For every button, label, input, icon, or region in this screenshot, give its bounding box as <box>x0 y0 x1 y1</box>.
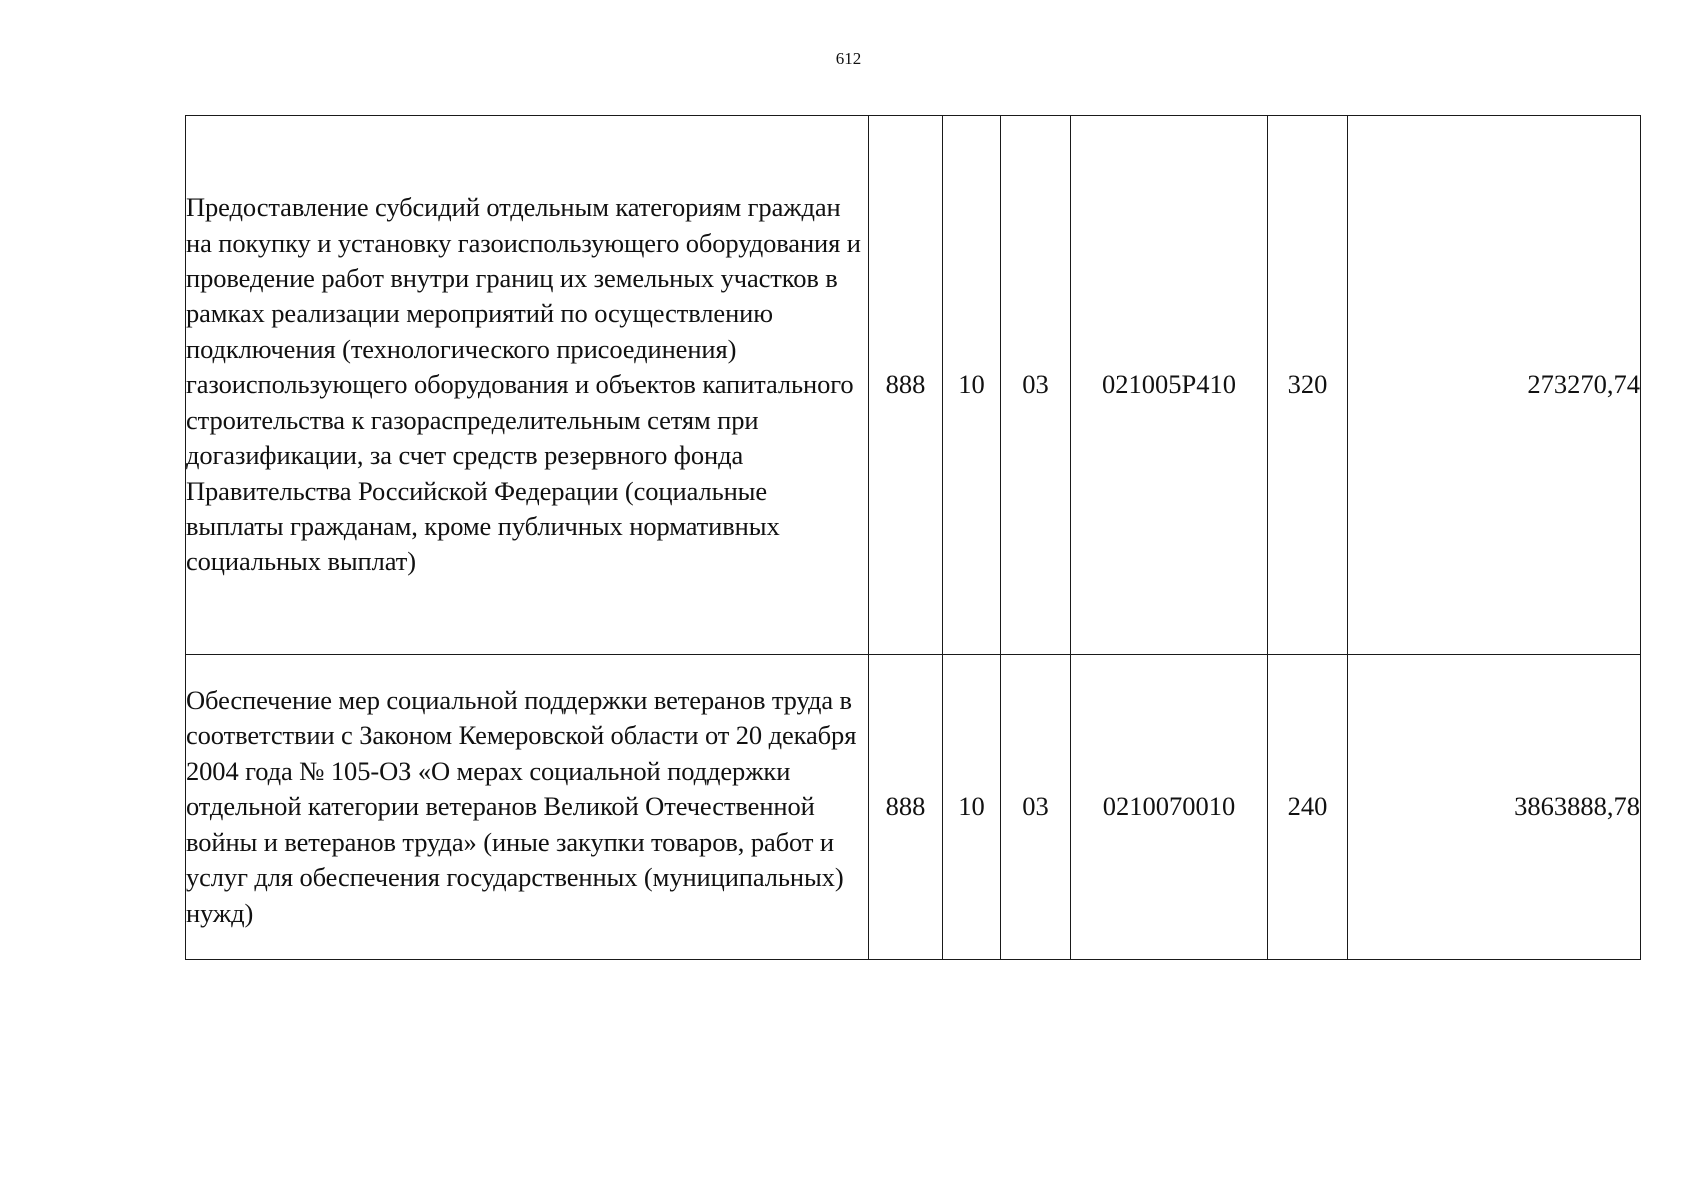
budget-table <box>185 115 1641 960</box>
amount: 273270,74 <box>1348 116 1641 655</box>
section-code: 10 <box>943 116 1001 655</box>
subsection-code: 03 <box>1001 116 1071 655</box>
expense-description: Предоставление субсидий отдельным категориям граждан на покупку и установку газоиспользующего оборудования и проведение работ внутри границ их земельных участков в рамках реализации мероприятий по осуществлению подключения (технологического присоединения) газоиспользующего оборудования и объектов капитального строительства к газораспределительным сетям при догазификации, за счет средств резервного фонда Правительства Российской Федерации (социальные выплаты гражданам, кроме публичных нормативных социальных выплат) <box>186 116 869 655</box>
subsection-code: 03 <box>1001 655 1071 960</box>
expense-description: Обеспечение мер социальной поддержки ветеранов труда в соответствии с Законом Кемеровской области от 20 декабря 2004 года № 105-ОЗ «О мерах социальной поддержки отдельной категории ветеранов Великой Отечественной войны и ветеранов труда» (иные закупки товаров, работ и услуг для обеспечения государственных (муниципальных) нужд) <box>186 655 869 960</box>
target-article-code: 0210070010 <box>1071 655 1268 960</box>
ministry-code: 888 <box>869 116 943 655</box>
expense-type-code: 240 <box>1268 655 1348 960</box>
expense-type-code: 320 <box>1268 116 1348 655</box>
section-code: 10 <box>943 655 1001 960</box>
table-row <box>186 116 1641 655</box>
target-article-code: 021005Р410 <box>1071 116 1268 655</box>
table-row <box>186 655 1641 960</box>
page-number: 612 <box>835 49 862 68</box>
amount: 3863888,78 <box>1348 655 1641 960</box>
ministry-code: 888 <box>869 655 943 960</box>
